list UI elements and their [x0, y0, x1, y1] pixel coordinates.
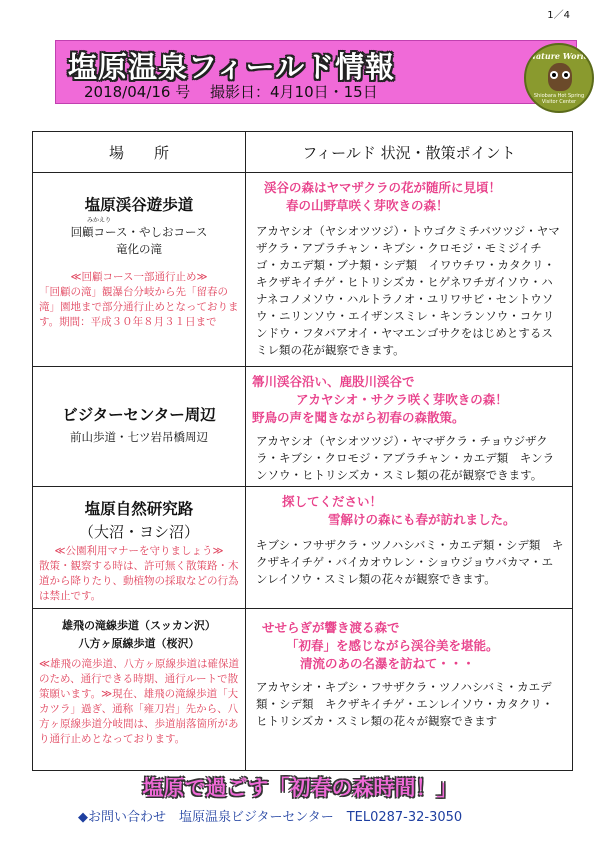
- place-cell: [33, 173, 246, 367]
- highlight-line: せせらぎが響き渡る森で: [262, 620, 400, 635]
- notice-text: 散策・観察する時は、許可無く散策路・木道から降りたり、動植物の採取などの行為は禁止です。: [39, 560, 239, 602]
- column-header-place: 場 所: [33, 132, 246, 173]
- place-subtitle: 八方ヶ原線歩道（桜沢）: [78, 637, 200, 650]
- highlight-line: アカヤシオ・サクラ咲く芽吹きの森！: [296, 392, 508, 407]
- page-number: 1／4: [547, 10, 570, 21]
- place-cell: [33, 367, 246, 487]
- table-row: [33, 609, 573, 771]
- issue-date: 2018/04/16 号 撮影日：4月10日・15日: [84, 83, 378, 101]
- place-subtitle-2: 竜化の滝: [116, 242, 162, 256]
- status-cell: [246, 367, 573, 487]
- place-title: 雄飛の滝線歩道（スッカン沢）: [62, 619, 216, 632]
- table-header-row: [33, 132, 573, 173]
- page-title: 塩原温泉フィールド情報: [68, 50, 396, 84]
- highlight-line: 雪解けの森にも春が訪れました。: [328, 512, 516, 527]
- footer-title: 塩原で過ごす「初春の森時間！」: [142, 776, 458, 800]
- status-cell: [246, 173, 573, 367]
- observation-text: アカヤシオ（ヤシオツツジ）・ヤマザクラ・チョウジザクラ・キブシ・クロモジ・アブラチャン・カエデ類 キンランソウ・ヒトリシズカ・スミレ類の花が観察できます。: [256, 434, 555, 482]
- highlight-line: 箒川渓谷沿い、鹿股川渓谷で: [252, 374, 415, 389]
- place-subtitle: （大沼・ヨシ沼）: [78, 523, 199, 541]
- notice-title: ≪公園利用マナーを守りましょう≫: [54, 545, 224, 557]
- status-cell: [246, 609, 573, 771]
- notice-text: 「回顧の滝」観瀑台分岐から先「留春の滝」園地まで部分通行止めとなっております。期間：平成３０年８月３１日まで: [39, 286, 239, 328]
- place-title: ビジターセンター周辺: [62, 406, 216, 424]
- header-banner: [55, 40, 590, 105]
- place-cell: [33, 609, 246, 771]
- status-cell: [246, 487, 573, 609]
- observation-text: アカヤシオ（ヤシオツツジ）・トウゴクミチバツツジ・ヤマザクラ・アブラチャン・キブシ・クロモジ・モミジイチゴ・カエデ類・ブナ類・シデ類 イワウチワ・カタクリ・キクザキイチゲ・ヒトリシズカ・ヒゲネワチガイソウ・ハナネコノメソウ・ハルトラノオ・ユリワサビ・セントウソウ・ニリンソウ・エイザンスミレ・キンランソウ・コケリンドウ・フタバアオイ・ヤマエンゴサクをはじめとするスミレ類の花が観察できます。: [256, 224, 560, 357]
- owl-icon: [548, 63, 572, 91]
- place-title: 塩原渓谷遊歩道: [84, 196, 194, 214]
- table-row: [33, 367, 573, 487]
- logo-top-text: Nature World: [528, 51, 590, 61]
- table-row: [33, 173, 573, 367]
- highlight-line: 探してください！: [282, 494, 383, 509]
- observation-text: キブシ・フサザクラ・ツノハシバミ・カエデ類・シデ類 キクザキイチゲ・バイカオウレン・ショウジョウバカマ・エンレイソウ・スミレ類の花々が観察できます。: [256, 538, 564, 586]
- place-subtitle: 回顧コース・やしおコース: [70, 225, 208, 239]
- column-header-status: フィールド 状況・散策ポイント: [246, 132, 573, 173]
- field-info-table: [32, 131, 573, 771]
- place-cell: [33, 487, 246, 609]
- visitor-center-logo: [524, 43, 594, 113]
- notice-text: ≪雄飛の滝歩道、八方ヶ原線歩道は確保道のため、通行できる時期、通行ルートで散策願います。≫現在、雄飛の滝線歩道「大カツラ」過ぎ、通称「雍刀岩」先から、八方ヶ原線歩道分岐間は、歩道崩落箇所があり通行止めとなっております。: [39, 658, 239, 745]
- notice-title: ≪回顧コース一部通行止め≫: [70, 271, 208, 283]
- logo-bottom-text: Shiobara Hot Spring Visitor Center: [533, 93, 585, 105]
- place-title: 塩原自然研究路: [84, 500, 194, 518]
- place-subtitle: 前山歩道・七ツ岩吊橋周辺: [70, 430, 208, 444]
- highlight-line: 渓谷の森はヤマザクラの花が随所に見頃！: [264, 180, 502, 195]
- observation-text: アカヤシオ・キブシ・フサザクラ・ツノハシバミ・カエデ類・シデ類 キクザキイチゲ・エンレイソウ・カタクリ・ヒトリシズカ・スミレ類の花々が観察できます: [256, 680, 554, 728]
- highlight-line: 「初春」を感じながら渓谷美を堪能。: [286, 638, 499, 653]
- highlight-line: 春の山野草咲く芽吹きの森！: [286, 198, 449, 213]
- table-row: [33, 487, 573, 609]
- ruby-text: みかえり: [87, 217, 112, 224]
- contact-info: ◆お問い合わせ 塩原温泉ビジターセンター TEL0287-32-3050: [78, 810, 463, 825]
- highlight-line: 野鳥の声を聞きながら初春の森散策。: [252, 410, 465, 425]
- highlight-line: 清流のあの名瀑を訪ねて・・・: [300, 656, 475, 671]
